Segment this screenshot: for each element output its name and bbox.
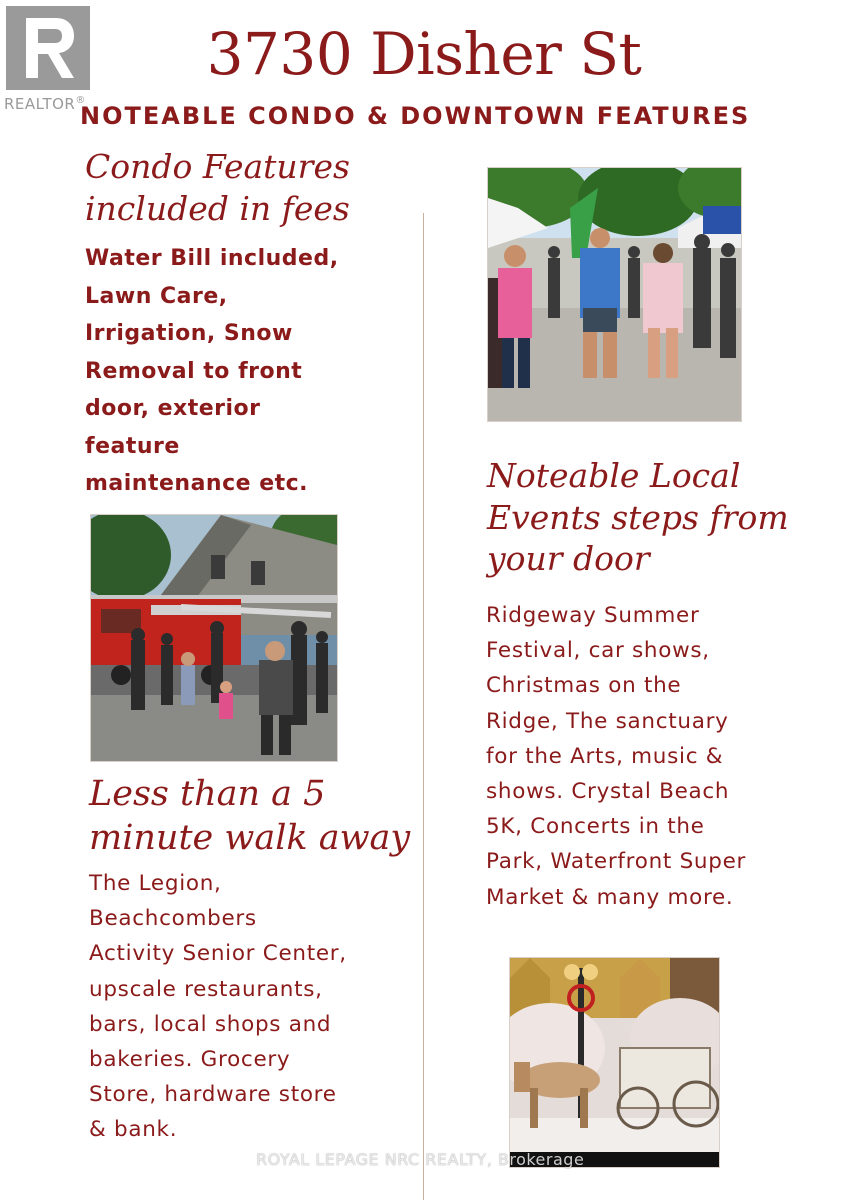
events-text: Ridgeway Summer Festival, car shows, Christmas on the Ridge, The sanctuary for the Arts, music & shows. Crystal Beach 5K, Concerts in the Park, Waterfront Super Market & many more. [486, 603, 747, 910]
condo-features-heading: Condo Features included in fees [85, 147, 350, 228]
page-title: 3730 Disher St [206, 20, 642, 88]
events-heading: Noteable Local Events steps from your door [487, 456, 789, 579]
column-divider [423, 213, 424, 1200]
walk-text: The Legion, Beachcombers Activity Senior Center, upscale restaurants, bars, local shops and bakeries. Grocery Store, hardware store & bank. [89, 871, 347, 1143]
walk-heading: Less than a 5 minute walk away [89, 774, 411, 859]
brokerage-watermark: ROYAL LEPAGE NRC REALTY, Brokerage [256, 1150, 585, 1169]
street-market-photo [487, 167, 742, 422]
fire-truck-festival-photo [90, 514, 338, 762]
page-subtitle: NOTEABLE CONDO & DOWNTOWN FEATURES [80, 102, 751, 130]
realtor-label: REALTOR® [4, 95, 86, 113]
horse-carriage-winter-photo [509, 957, 720, 1168]
condo-features-text: Water Bill included, Lawn Care, Irrigation, Snow Removal to front door, exterior feature maintenance etc. [85, 246, 339, 496]
